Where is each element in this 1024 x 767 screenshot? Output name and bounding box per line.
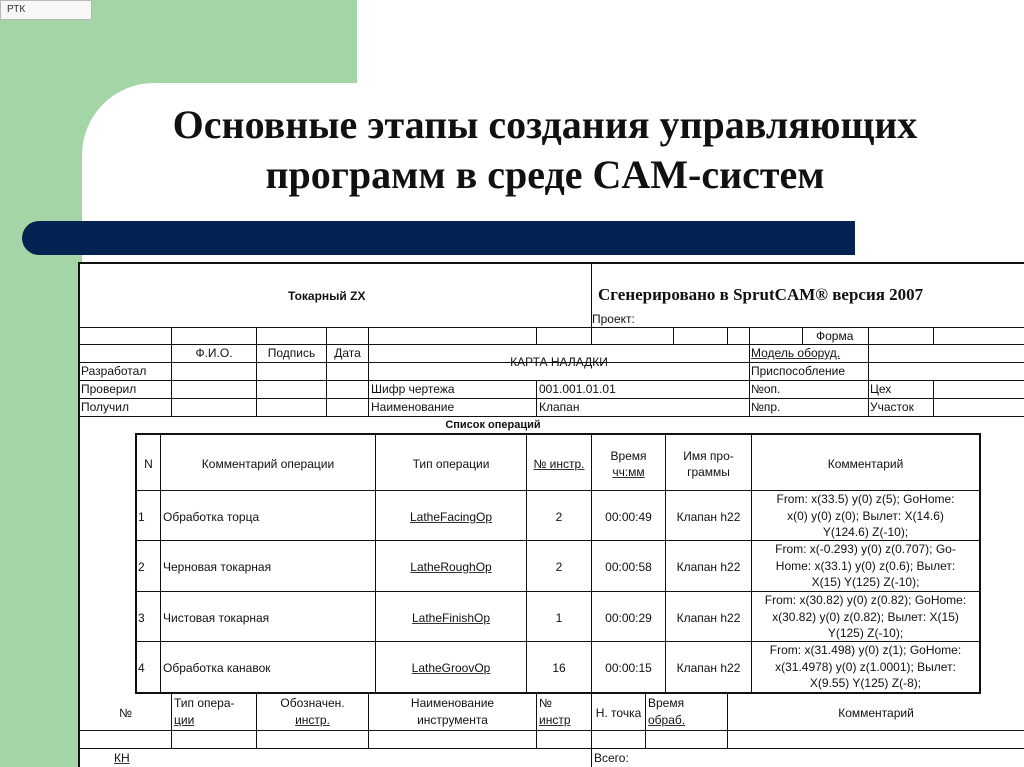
op-prog: Клапан h22 [676,661,741,675]
karta-label: КАРТА НАЛАДКИ [510,355,608,369]
op-instr: 2 [555,510,563,524]
tools-header-ni-2: инстр [539,713,571,727]
tools-header-naim-1: Наименование [410,696,495,710]
op-comment: Черновая токарная [163,560,272,574]
op-comment: Обработка торца [163,510,260,524]
poluchil-label: Получил [81,400,129,414]
ops-header-n: N [144,457,153,471]
op-note-line-3: X(15) Y(125) Z(-10); [811,575,920,589]
tools-header-n: № [119,706,132,720]
forma-label: Форма [816,329,854,343]
slide-title [110,100,980,200]
tools-header-oboz-1: Обозначен. [280,696,345,710]
op-prog: Клапан h22 [676,611,741,625]
razrabotal-label: Разработал [81,364,147,378]
op-note-line-3: Y(124.6) Z(-10); [822,525,909,539]
shifr-value: 001.001.01.01 [539,382,616,396]
green-background-left [0,260,80,767]
op-note-line-2: x(0) y(0) z(0); Вылет: X(14.6) [787,509,944,523]
op-n: 3 [138,611,145,625]
op-note-line-1: From: x(33.5) y(0) z(5); GoHome: [776,492,955,506]
ops-header-ninstr: № инстр. [533,457,585,471]
data-label: Дата [334,346,361,360]
op-n: 2 [138,560,145,574]
tools-header-comment: Комментарий [838,706,914,720]
op-instr: 1 [555,611,563,625]
op-note-line-2: x(30.82) y(0) z(0.82); Вылет: X(15) [772,610,959,624]
nop-label: №оп. [751,382,781,396]
op-type: LatheFinishOp [411,611,491,625]
uchastok-label: Участок [870,400,914,414]
tools-header-oboz-2: инстр. [295,713,330,727]
op-time: 00:00:58 [605,560,652,574]
project-label: Проект: [592,312,635,326]
vsego-label: Всего: [594,751,629,765]
op-comment: Обработка канавок [163,661,271,675]
tools-header-time-1: Время [648,696,685,710]
op-note-line-2: x(31.4978) y(0) z(1.0001); Вылет: [775,660,956,674]
model-label: Модель оборуд. [751,346,841,360]
ops-header-prog-2: граммы [687,465,730,479]
op-n: 1 [138,510,145,524]
naimenovanie-value: Клапан [539,400,580,414]
op-type: LatheGroovOp [411,661,491,675]
kn-label: КН [114,751,130,765]
npr-label: №пр. [751,400,781,414]
title-underline-bar [22,221,855,255]
op-type: LatheFacingOp [409,510,493,524]
op-note-line-2: Home: x(33.1) y(0) z(0.6); Вылет: [775,559,956,573]
ops-header-prog-1: Имя про- [683,449,734,463]
tseh-label: Цех [870,382,892,396]
fio-label: Ф.И.О. [195,346,233,360]
tools-header-type-1: Тип опера- [174,696,235,710]
ops-header-comment-op: Комментарий операции [201,457,335,471]
corner-tag: РТК [0,0,92,20]
header-left: Токарный ZX [288,289,366,303]
op-prog: Клапан h22 [676,510,741,524]
op-type: LatheRoughOp [410,560,492,574]
ops-list-title: Список операций [445,419,541,431]
proveril-label: Проверил [81,382,137,396]
op-note-line-1: From: x(31.498) y(0) z(1); GoHome: [769,643,962,657]
header-right: Сгенерировано в SprutCAM® версия 2007 [598,285,924,304]
top-white-area [357,0,1024,83]
tools-header-type-2: ции [174,713,195,727]
title-line-1: Основные этапы создания управляющих [172,102,918,147]
tools-header-naim-2: инструмента [417,713,488,727]
tools-header-ntochka: Н. точка [595,706,642,720]
tools-header-ni-1: № [539,696,552,710]
prisposoblenie-label: Приспособление [751,364,845,378]
op-n: 4 [138,661,145,675]
shifr-label: Шифр чертежа [371,382,455,396]
tools-header-time-2: обраб. [648,713,686,727]
op-time: 00:00:29 [605,611,652,625]
podpis-label: Подпись [267,346,316,360]
op-instr: 16 [552,661,566,675]
op-prog: Клапан h22 [676,560,741,574]
op-time: 00:00:15 [605,661,652,675]
op-note-line-1: From: x(-0.293) y(0) z(0.707); Go- [775,542,956,556]
ops-header-comment: Комментарий [827,457,904,471]
naimenovanie-label: Наименование [371,400,455,414]
ops-header-time-1: Время [610,449,647,463]
op-note-line-3: X(9.55) Y(125) Z(-8); [809,676,922,690]
title-line-2: программ в среде CAM-систем [265,152,825,197]
setup-card-document [78,262,1024,767]
op-time: 00:00:49 [605,510,652,524]
ops-header-type: Тип операции [412,457,490,471]
op-instr: 2 [555,560,563,574]
op-note-line-1: From: x(30.82) y(0) z(0.82); GoHome: [764,593,967,607]
ops-header-time-2: чч:мм [612,465,645,479]
op-comment: Чистовая токарная [163,611,270,625]
op-note-line-3: Y(125) Z(-10); [827,626,904,640]
